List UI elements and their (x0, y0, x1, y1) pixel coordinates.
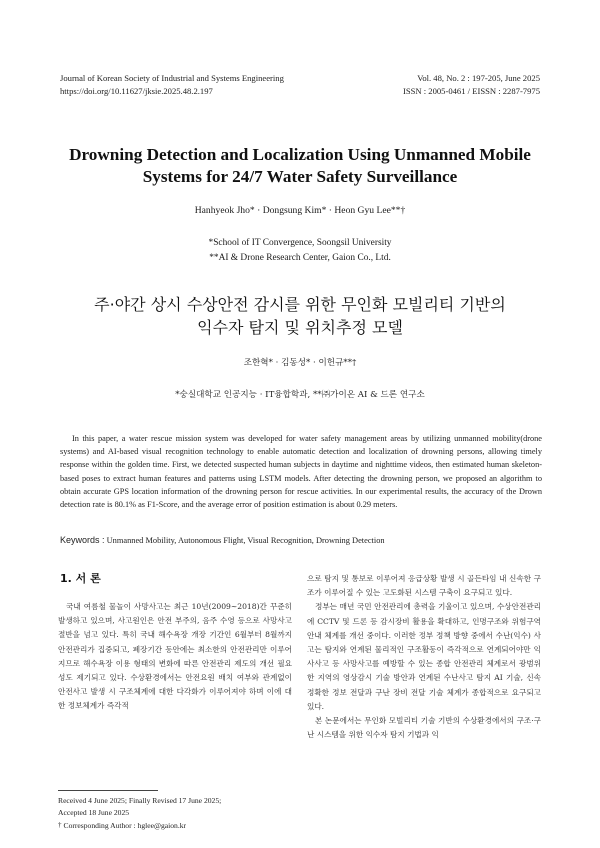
title-english (40, 144, 560, 188)
affiliation-1: *School of IT Convergence, Soongsil University (208, 238, 392, 248)
doi-link[interactable]: https://doi.org/10.11627/jksie.2025.48.2.197 (60, 86, 213, 96)
authors-korean: 조한혁* · 김동성* · 이헌규**† (243, 358, 357, 368)
journal-header-left (60, 72, 284, 98)
footnotes (58, 795, 221, 833)
keywords (60, 535, 542, 545)
issn-info: ISSN : 2005-0461 / EISSN : 2287-7975 (402, 86, 540, 96)
affiliation-2: **AI & Drone Research Center, Gaion Co., Ltd. (209, 253, 391, 263)
title-korean-line1: 주·야간 상시 수상안전 감시를 위한 무인화 모빌리티 기반의 (94, 295, 506, 314)
received-date: Received 4 June 2025; Finally Revised 17 June 2025; (58, 796, 222, 805)
intro-paragraph-3: 본 논문에서는 무인화 모빌리티 기술 기반의 수상환경에서의 구조·구난 시스템을 위한 익수자 탐지 기법과 익 (307, 716, 541, 740)
intro-paragraph-2: 정부는 매년 국민 안전관리에 총력을 기울이고 있으며, 수상안전관리에 CCTV 및 드론 등 감시장비 활용을 확대하고, 인명구조와 위험구역 안내 체계를 개선 중이다. 이러한 정부 정책 방향 중에서 수난(익수) 사고는 탐지와 연계된 물리적인 구조활동이 즉각적으로 연계되어야만 익사사고 등 사망사고를 예방할 수 있는 종합 안전관리 체계로서 광범위한 지역의 영상감시 기술 방안과 연계된 수난사고 탐지 AI 기술, 신속 정확한 정보 전달과 구난 장비 전달 기술 체계가 종합적으로 요구되고 있다. (307, 602, 541, 711)
intro-paragraph-1-continued: 으로 탐지 및 통보로 이루어져 응급상황 발생 시 골든타임 내 신속한 구조가 이루어질 수 있는 고도화된 시스템 구축이 요구되고 있다. (307, 574, 541, 598)
keywords-text: Unmanned Mobility, Autonomous Flight, Visual Recognition, Drowning Detection (106, 536, 385, 545)
title-english-line2: Systems for 24/7 Water Safety Surveillance (142, 167, 458, 186)
body-column-left (58, 600, 292, 714)
section-heading-introduction: 1. 서 론 (60, 572, 101, 585)
intro-paragraph-1: 국내 여름철 물놀이 사망사고는 최근 10년(2009∼2018)간 꾸준히 발생하고 있으며, 사고원인은 안전 부주의, 음주 수영 등으로 사망사고 절반을 넘고 있다. 특히 국내 해수욕장 개장 기간인 6월부터 8월까지 안전관리가 집중되고, 폐장기간 동안에는 최소한의 안전관리만 이루어지므로 해수욕장 이용 형태의 변화에 따른 안전관리 제도의 개선 필요성도 제기되고 있다. 수상환경에서는 안전요원 배치 여부와 관계없이 안전사고 발생 시 구조체계에 대한 다각화가 이루어져야 하며 이에 대한 정보체계가 즉각적 (58, 602, 292, 711)
volume-info: Vol. 48, No. 2 : 197-205, June 2025 (417, 73, 540, 83)
footnote-divider (58, 790, 158, 791)
affiliation-korean: *숭실대학교 인공지능 · IT융합학과, **㈜가이온 AI & 드론 연구소 (175, 390, 425, 400)
journal-name: Journal of Korean Society of Industrial and Systems Engineering (60, 73, 284, 83)
corresponding-author-text: Corresponding Author : hglee@gaion.kr (63, 821, 187, 831)
corresponding-author (58, 819, 221, 832)
keywords-label: Keywords : (60, 535, 105, 545)
authors-english: Hanhyeok Jho* · Dongsung Kim* · Heon Gyu Lee**† (194, 205, 406, 216)
title-english-line1: Drowning Detection and Localization Using Unmanned Mobile (69, 145, 531, 164)
title-korean (40, 293, 560, 339)
title-korean-line2: 익수자 탐지 및 위치추정 모델 (197, 318, 403, 337)
dagger-icon: † (58, 821, 62, 830)
accepted-date: Accepted 18 June 2025 (58, 808, 130, 818)
affiliations-english (0, 236, 600, 266)
journal-header-right (403, 72, 540, 98)
abstract: In this paper, a water rescue mission system was developed for water safety management areas by utilizing unmanned mobility(drone systems) and AI-based visual recognition technology to enable automatic detection and localization of drowning persons, allowing timely response within the golden time. First, we detected suspected human subjects in daytime and nighttime videos, then estimated human skeleton-based poses to extract human features and patterns using LSTM models. After detecting the drowning person, we proposed an algorithm to obtain accurate GPS location information of the drowning person for rescue activities. In our experimental results, the accuracy of the Drown detection rate is 80.1% as F1-Score, and the average error of position estimation is about 0.29 meters. (60, 434, 542, 510)
body-column-right (307, 572, 541, 742)
